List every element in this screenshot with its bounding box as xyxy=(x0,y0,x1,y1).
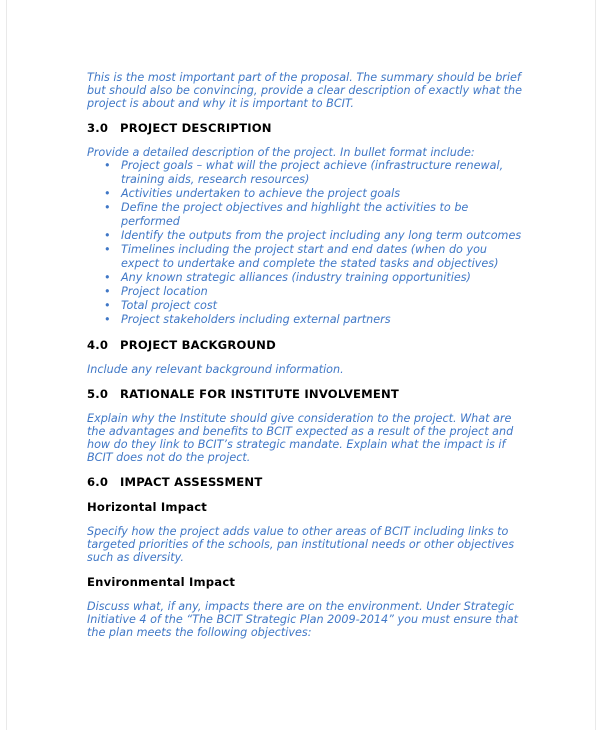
document-page xyxy=(6,0,596,730)
section-number: 5.0 xyxy=(87,387,109,401)
list-item: • Project location xyxy=(87,285,527,299)
section-title: RATIONALE FOR INSTITUTE INVOLVEMENT xyxy=(120,387,400,401)
list-item: • Any known strategic alliances (industry training opportunities) xyxy=(87,271,527,285)
section-title: IMPACT ASSESSMENT xyxy=(120,475,263,489)
section-heading-5 xyxy=(87,387,527,401)
section-heading-4 xyxy=(87,338,527,352)
horizontal-impact-text: Specify how the project adds value to other areas of BCIT including links to targeted priorities of the schools, pan institutional needs or other objectives such as diversity. xyxy=(87,525,515,564)
intro-paragraph: This is the most important part of the proposal. The summary should be brief but should also be convincing, provide a clear description of exactly what the project is about and why it is important to BCIT. xyxy=(87,71,523,110)
list-item: • Activities undertaken to achieve the project goals xyxy=(87,187,527,201)
list-item: • Project stakeholders including external partners xyxy=(87,313,527,327)
horizontal-impact-heading: Horizontal Impact xyxy=(87,500,208,514)
section-4-text: Include any relevant background information. xyxy=(87,363,344,376)
section-3-text: Provide a detailed description of the project. In bullet format include: xyxy=(87,146,475,159)
list-item: • Total project cost xyxy=(87,299,527,313)
section-title: PROJECT BACKGROUND xyxy=(120,338,276,352)
section-5-text: Explain why the Institute should give consideration to the project. What are the advantages and benefits to BCIT expected as a result of the project and how do they link to BCIT’s strategic mandate. Explain what the impact is if BCIT does not do the project. xyxy=(87,412,514,464)
project-description-list xyxy=(87,159,527,327)
environmental-impact-heading: Environmental Impact xyxy=(87,575,236,589)
list-item: • Identify the outputs from the project including any long term outcomes xyxy=(87,229,527,243)
section-heading-3 xyxy=(87,121,527,135)
document-content xyxy=(87,71,527,639)
section-number: 4.0 xyxy=(87,338,109,352)
section-number: 6.0 xyxy=(87,475,109,489)
section-title: PROJECT DESCRIPTION xyxy=(120,121,272,135)
section-heading-6 xyxy=(87,475,527,489)
list-item: • Project goals – what will the project achieve (infrastructure renewal, training aids, research resources) xyxy=(87,159,527,187)
list-item: • Define the project objectives and highlight the activities to be performed xyxy=(87,201,527,229)
section-number: 3.0 xyxy=(87,121,109,135)
environmental-impact-text: Discuss what, if any, impacts there are on the environment. Under Strategic Initiative 4 of the “The BCIT Strategic Plan 2009-2014” you must ensure that the plan meets the following objectives: xyxy=(87,600,519,639)
list-item: • Timelines including the project start and end dates (when do you expect to undertake and complete the stated tasks and objectives) xyxy=(87,243,527,271)
